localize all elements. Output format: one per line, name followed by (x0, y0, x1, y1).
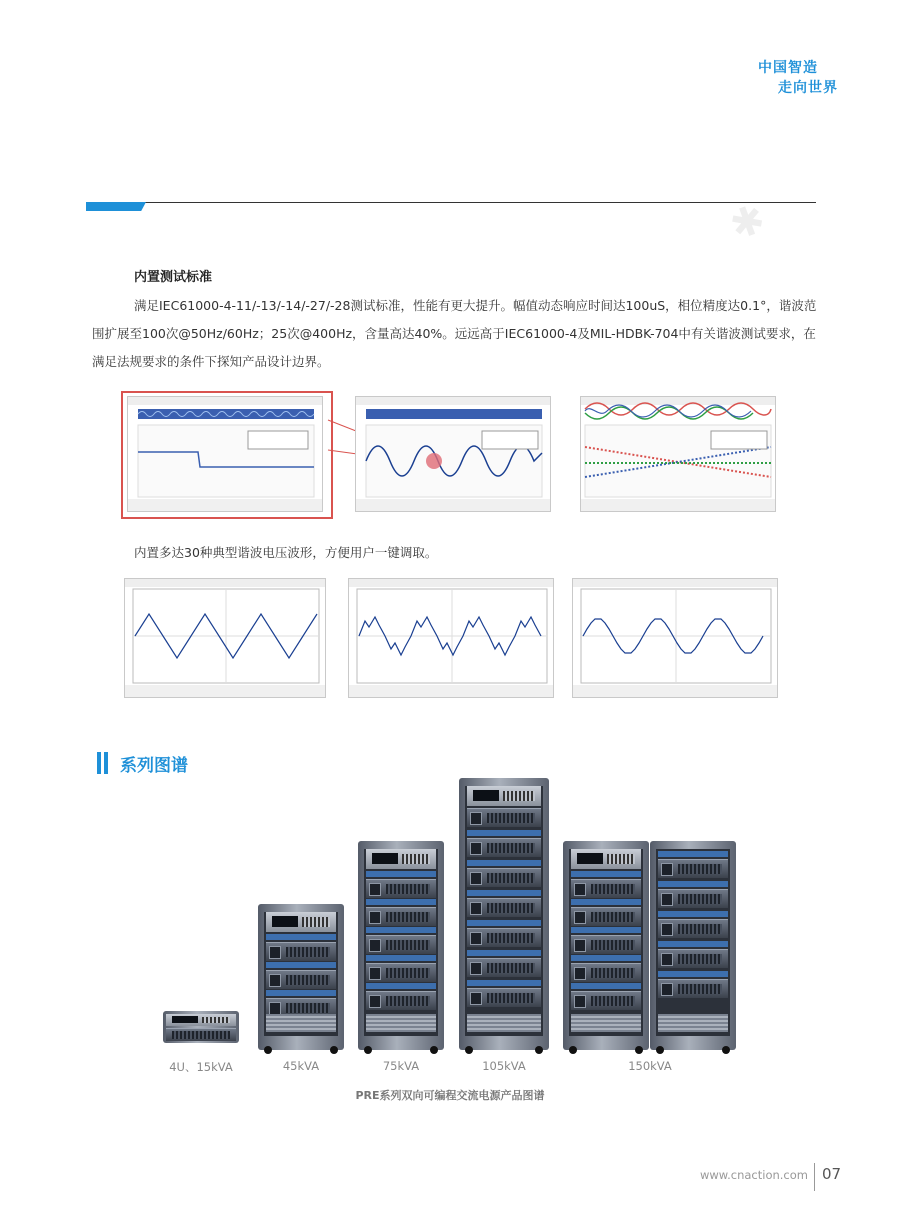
footer-separator (814, 1163, 815, 1191)
section-paragraph: 满足IEC61000-4-11/-13/-14/-27/-28测试标准，性能有更大提升。幅值动态响应时间达100uS，相位精度达0.1°，谐波范围扩展至100次@50Hz/60Hz；25次@400Hz，含量高达40%。远远高于IEC61000-4及MIL-HDBK-704中有关谐波测试要求，在满足法规要求的条件下探知产品设计边界。 (92, 298, 817, 369)
scope-screenshot-three-phase (580, 396, 776, 512)
scope-harmonic-waveform-3 (572, 578, 778, 698)
scope-harmonic-waveform-1 (124, 578, 326, 698)
header-rule-accent (86, 202, 146, 211)
brand-line-2: 走向世界 (778, 80, 838, 96)
series-title-bar-2 (104, 752, 108, 774)
series-title-bar (97, 752, 101, 774)
product-label-105kva: 105kVA (482, 1059, 526, 1073)
brand-line-1: 中国智造 (758, 60, 818, 76)
product-45kva-cabinet (258, 904, 344, 1050)
figure-caption: PRE系列双向可编程交流电源产品图谱 (355, 1089, 545, 1102)
product-label-150kva: 150kVA (628, 1059, 672, 1073)
page-number: 07 (822, 1165, 842, 1183)
product-75kva-cabinet (358, 841, 444, 1050)
scope-harmonic-waveform-2 (348, 578, 554, 698)
header-rule (86, 202, 816, 203)
series-title: 系列图谱 (120, 756, 188, 776)
product-label-15kva: 4U、15kVA (169, 1060, 233, 1074)
footer-url[interactable]: www.cnaction.com (699, 1168, 808, 1182)
scope-screenshot-phase-zoom (355, 396, 551, 512)
watermark-graphic: ✱ (724, 195, 772, 250)
scope-screenshot-dynamic-response (127, 396, 323, 512)
product-150kva-cabinet-right (650, 841, 736, 1050)
product-label-75kva: 75kVA (382, 1059, 420, 1073)
product-105kva-cabinet (459, 778, 549, 1050)
brand-slogan (758, 58, 838, 98)
product-4u-15kva (163, 1011, 239, 1043)
section-title: 内置测试标准 (134, 270, 213, 285)
product-label-45kva: 45kVA (282, 1059, 320, 1073)
product-150kva-cabinet-left (563, 841, 649, 1050)
harmonics-caption: 内置多达30种典型谐波电压波形，方便用户一键调取。 (134, 545, 438, 560)
